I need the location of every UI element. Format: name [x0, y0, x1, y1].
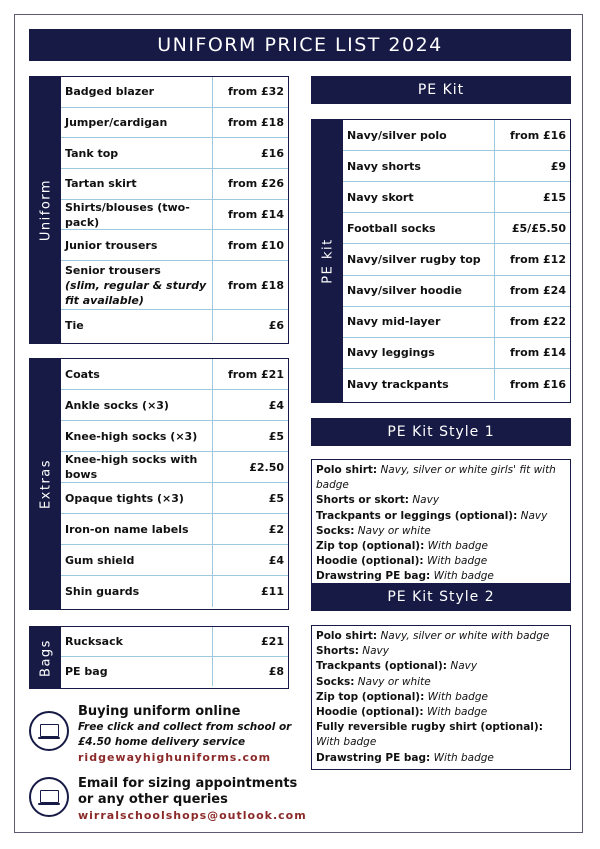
price-row — [61, 169, 288, 200]
item-note: (slim, regular & sturdy fit available) — [65, 278, 207, 307]
price-row — [61, 200, 288, 231]
item-name: Navy mid-layer — [343, 307, 495, 337]
kit-line: Trackpants (optional): Navy — [316, 660, 478, 673]
item-name: Tie — [61, 310, 213, 341]
price-row — [61, 230, 288, 261]
item-name: Rucksack — [61, 627, 213, 656]
uniform-price-table — [29, 76, 289, 344]
item-price: from £12 — [509, 252, 566, 266]
uniform-section-label: Uniform — [30, 77, 61, 343]
price-row — [343, 244, 570, 275]
item-price: £9 — [550, 159, 566, 173]
price-row — [343, 307, 570, 338]
kit-line: Fully reversible rugby shirt (optional): With badge — [316, 721, 543, 749]
item-price: £8 — [268, 664, 284, 678]
item-name: Iron-on name labels — [61, 514, 213, 544]
email-link[interactable]: wirralschoolshops@outlook.com — [78, 809, 307, 822]
kit-line: Shorts or skort: Navy — [316, 494, 440, 507]
item-price: £2 — [268, 522, 284, 536]
price-row — [61, 483, 288, 514]
laptop-icon — [29, 777, 69, 817]
item-name: Badged blazer — [61, 77, 213, 107]
price-row — [61, 390, 288, 421]
email-block — [29, 776, 307, 823]
price-row — [343, 213, 570, 244]
extras-price-table — [29, 358, 289, 610]
kit-line: Hoodie (optional): With badge — [316, 555, 488, 568]
item-price: from £18 — [227, 116, 284, 130]
kit-line: Drawstring PE bag: With badge — [316, 751, 494, 764]
item-price: £6 — [268, 319, 284, 333]
kit-line: Zip top (optional): With badge — [316, 540, 488, 553]
price-row — [61, 545, 288, 576]
item-name: Knee-high socks (×3) — [61, 421, 213, 451]
kit-line: Polo shirt: Navy, silver or white girls' fit with badge — [316, 464, 556, 492]
price-row — [343, 338, 570, 369]
price-row — [61, 452, 288, 483]
laptop-icon — [29, 711, 69, 751]
pe-kit-header: PE Kit — [311, 76, 571, 104]
item-price: £5 — [268, 491, 284, 505]
kit-line: Polo shirt: Navy, silver or white with badge — [316, 630, 550, 642]
item-name: Navy/silver rugby top — [343, 244, 495, 274]
email-title: Email for sizing appointments or any other queries — [78, 776, 298, 807]
item-name: Ankle socks (×3) — [61, 390, 213, 420]
item-price: £2.50 — [249, 460, 284, 474]
kit-line: Shorts: Navy — [316, 645, 389, 658]
price-row — [61, 657, 288, 687]
price-row — [61, 108, 288, 139]
item-name: Navy/silver hoodie — [343, 276, 495, 306]
item-name: Shin guards — [61, 576, 213, 607]
item-price: from £22 — [509, 315, 566, 329]
item-price: £5 — [268, 429, 284, 443]
item-price: £11 — [261, 585, 284, 598]
item-price: from £14 — [509, 346, 566, 360]
item-name: Shirts/blouses (two-pack) — [61, 200, 213, 230]
price-row — [61, 261, 288, 310]
page-title: UNIFORM PRICE LIST 2024 — [29, 29, 571, 61]
item-price: from £24 — [509, 284, 566, 298]
item-name: Navy trackpants — [343, 369, 495, 400]
pe-kit-style-1-box — [311, 459, 571, 589]
item-name: Tartan skirt — [61, 169, 213, 199]
item-name: Navy skort — [343, 182, 495, 212]
item-name: Coats — [61, 359, 213, 389]
price-row — [61, 359, 288, 390]
price-row — [343, 120, 570, 151]
price-row — [61, 514, 288, 545]
item-name: Junior trousers — [61, 230, 213, 260]
item-name: Senior trousers (slim, regular & sturdy fit available) — [61, 261, 213, 309]
price-row — [343, 276, 570, 307]
kit-line: Socks: Navy or white — [316, 524, 431, 537]
item-price: £4 — [268, 553, 284, 567]
item-price: from £32 — [227, 85, 284, 99]
price-row — [343, 369, 570, 400]
price-row — [61, 421, 288, 452]
price-row — [61, 77, 288, 108]
kit-line: Drawstring PE bag: With badge — [316, 570, 494, 583]
item-name: Knee-high socks with bows — [61, 452, 213, 482]
buying-online-title: Buying uniform online — [78, 704, 241, 719]
item-price: from £18 — [227, 278, 284, 292]
item-name: Football socks — [343, 213, 495, 243]
item-price: £15 — [543, 190, 566, 204]
item-name: PE bag — [61, 657, 213, 687]
item-price: £5/£5.50 — [511, 221, 566, 235]
price-row — [61, 138, 288, 169]
item-price: £16 — [261, 146, 284, 160]
bags-price-table — [29, 626, 289, 689]
price-row — [61, 310, 288, 341]
kit-line: Trackpants or leggings (optional): Navy — [316, 509, 548, 522]
pe-kit-style-1-header: PE Kit Style 1 — [311, 418, 571, 446]
item-price: from £21 — [227, 367, 284, 381]
item-price: from £26 — [227, 177, 284, 191]
item-name: Navy leggings — [343, 338, 495, 368]
item-name: Tank top — [61, 138, 213, 168]
price-row — [343, 151, 570, 182]
item-name: Jumper/cardigan — [61, 108, 213, 138]
item-name: Gum shield — [61, 545, 213, 575]
pe-kit-section-label: PE kit — [312, 120, 343, 402]
item-price: from £10 — [227, 238, 284, 252]
item-name: Navy shorts — [343, 151, 495, 181]
item-price: from £14 — [227, 208, 284, 222]
extras-section-label: Extras — [30, 359, 61, 609]
pe-kit-price-table — [311, 119, 571, 403]
item-name: Opaque tights (×3) — [61, 483, 213, 513]
item-price: £4 — [268, 398, 284, 412]
uniform-website-link[interactable]: ridgewayhighuniforms.com — [78, 751, 272, 764]
buying-online-subtitle: Free click and collect from school or £4.50 home delivery service — [78, 721, 292, 748]
kit-line: Socks: Navy or white — [316, 675, 431, 688]
item-price: from £16 — [509, 377, 566, 391]
item-price: from £16 — [509, 128, 566, 142]
buying-online-block — [29, 704, 298, 765]
price-row — [61, 576, 288, 607]
bags-section-label: Bags — [30, 627, 61, 688]
price-row — [61, 627, 288, 657]
pe-kit-style-2-header: PE Kit Style 2 — [311, 583, 571, 611]
pe-kit-style-2-box — [311, 625, 571, 770]
item-price: £21 — [261, 634, 284, 648]
price-row — [343, 182, 570, 213]
kit-line: Zip top (optional): With badge — [316, 690, 488, 703]
kit-line: Hoodie (optional): With badge — [316, 706, 488, 719]
item-name: Navy/silver polo — [343, 120, 495, 150]
